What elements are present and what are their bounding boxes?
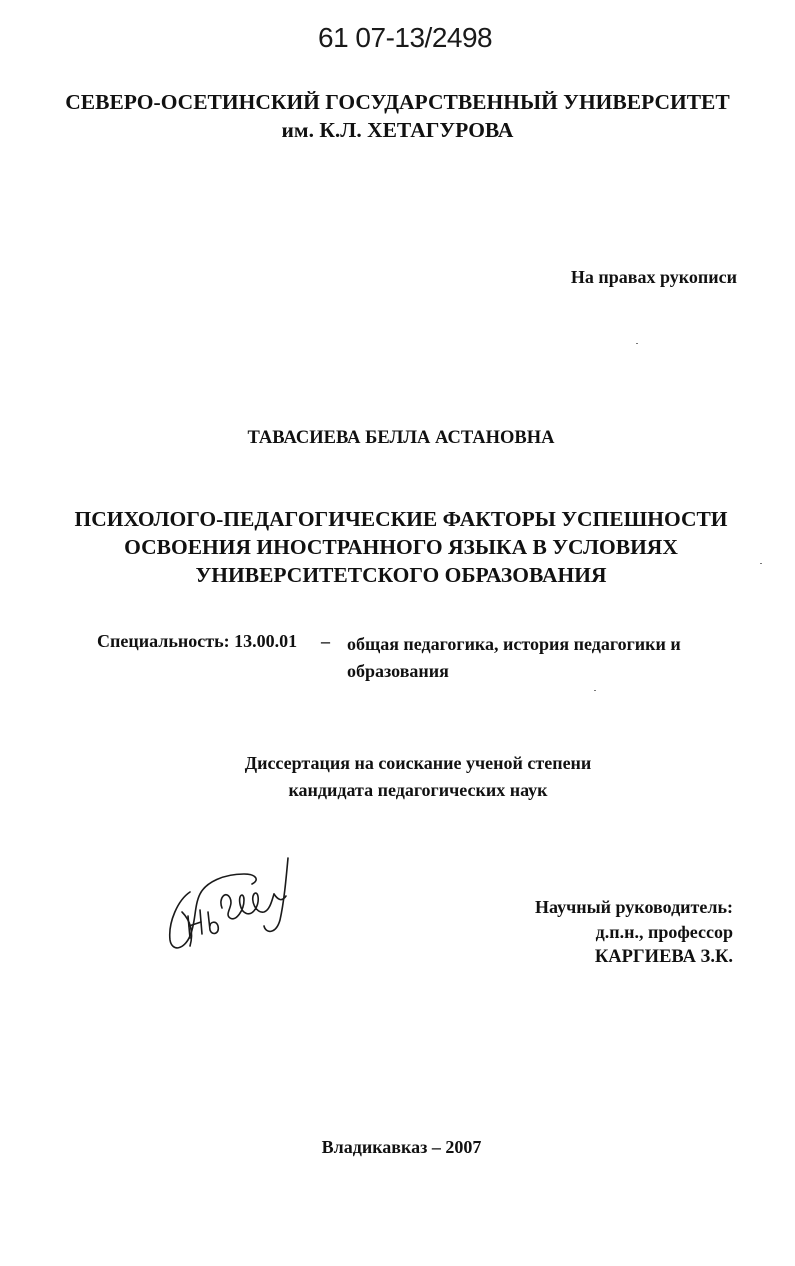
advisor-degree: д.п.н., профессор (595, 922, 733, 942)
dissertation-description (0, 750, 795, 804)
university-subtitle: им. К.Л. ХЕТАГУРОВА (281, 118, 514, 142)
title-line-2: ОСВОЕНИЯ ИНОСТРАННОГО ЯЗЫКА В УСЛОВИЯХ (124, 535, 678, 559)
dissertation-line-2: кандидата педагогических наук (288, 780, 548, 800)
speciality-label: Специальность: 13.00.01 (97, 631, 298, 651)
scientific-advisor (535, 895, 733, 970)
scan-speck (594, 690, 596, 691)
scan-speck (636, 343, 638, 344)
scan-speck (760, 563, 762, 564)
speciality-value-line-1: общая педагогика, история педагогики и (347, 634, 681, 654)
archive-stamp-number: 61 07-13/2498 (318, 22, 493, 53)
author-name: ТАВАСИЕВА БЕЛЛА АСТАНОВНА (247, 428, 555, 448)
speciality-dash: – (321, 631, 330, 651)
title-line-3: УНИВЕРСИТЕТСКОГО ОБРАЗОВАНИЯ (195, 563, 607, 587)
speciality-value (347, 631, 681, 685)
handwritten-signature (160, 850, 310, 960)
city-and-year: Владикавказ – 2007 (321, 1137, 482, 1157)
advisor-label: Научный руководитель: (535, 897, 733, 917)
advisor-name: КАРГИЕВА З.К. (594, 947, 733, 967)
title-line-1: ПСИХОЛОГО-ПЕДАГОГИЧЕСКИЕ ФАКТОРЫ УСПЕШНОСТИ (74, 507, 728, 531)
university-header (0, 88, 795, 144)
manuscript-rights-notice: На правах рукописи (570, 267, 737, 287)
dissertation-title (0, 505, 795, 589)
dissertation-line-1: Диссертация на соискание ученой степени (244, 753, 592, 773)
speciality-value-line-2: образования (347, 661, 449, 681)
university-name: СЕВЕРО-ОСЕТИНСКИЙ ГОСУДАРСТВЕННЫЙ УНИВЕРСИТЕТ (65, 90, 730, 114)
